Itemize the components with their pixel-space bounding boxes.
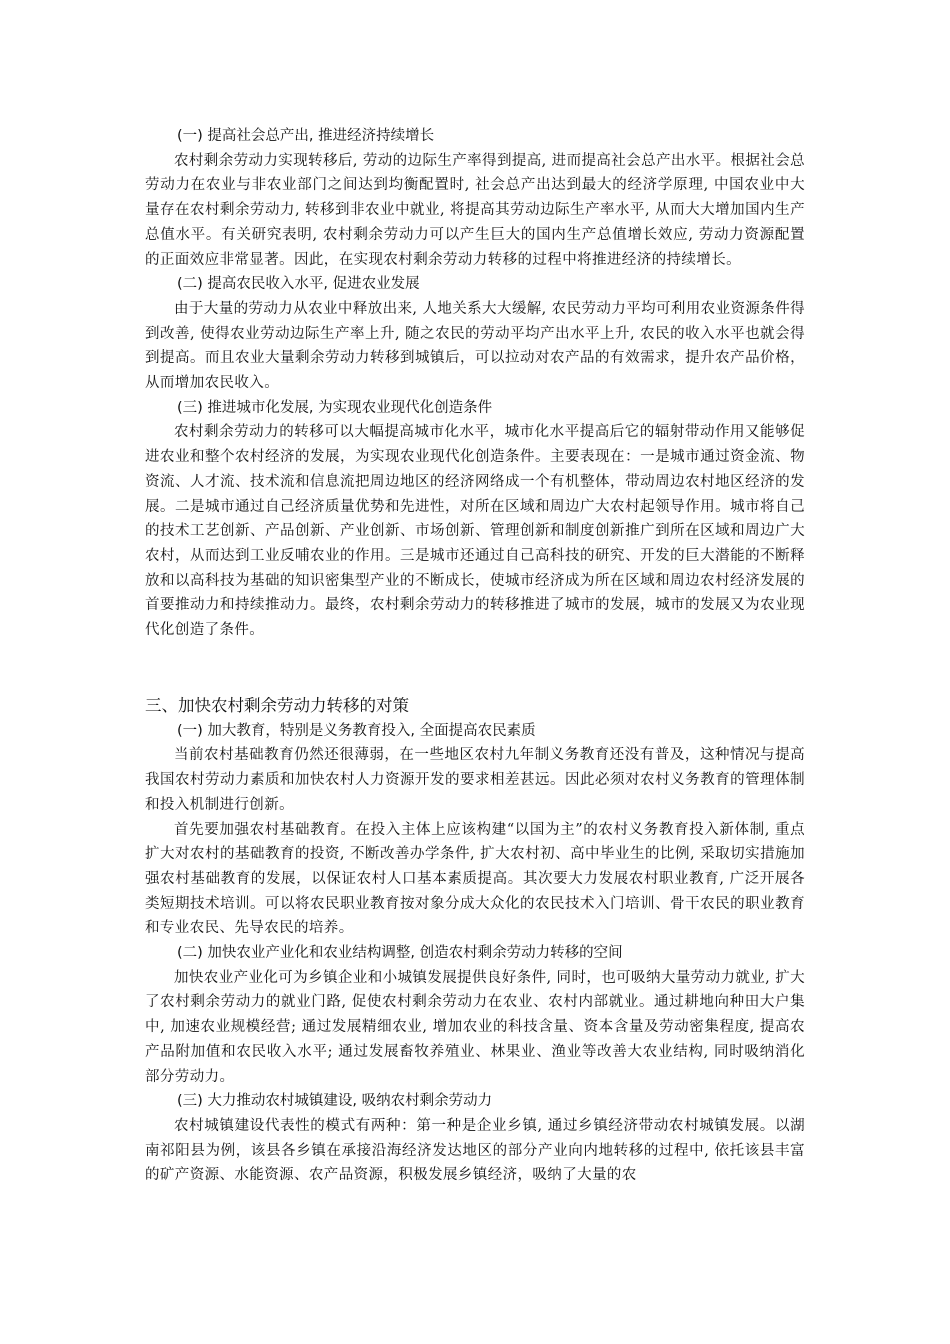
paragraph: 农村剩余劳动力实现转移后, 劳动的边际生产率得到提高, 进而提高社会总产出水平。根据社会总劳动力在农业与非农业部门之间达到均衡配置时, 社会总产出达到最大的经济学原理, 中国农业中大量存在农村剩余劳动力, 转移到非农业中就业, 将提高其劳动边际生产率水平, 从而大大增加国内生产总值水平。有关研究表明, 农村剩余劳动力可以产生巨大的国内生产总值增长效应, 劳动力资源配置的正面效应非常显著。因此，在实现农村剩余劳动力转移的过程中将推进经济的持续增长。 — [145, 152, 805, 268]
section-heading-countermeasures: 三、加快农村剩余劳动力转移的对策 — [145, 695, 409, 715]
subheading-town-construction: (三) 大力推动农村城镇建设, 吸纳农村剩余劳动力 — [177, 1093, 493, 1110]
paragraph: 当前农村基础教育仍然还很薄弱，在一些地区农村九年制义务教育还没有普及，这种情况与提高我国农村劳动力素质和加快农村人力资源开发的要求相差甚远。因此必须对农村义务教育的管理体制和投入机制进行创新。 — [145, 747, 805, 813]
document-page — [145, 124, 805, 1188]
subheading-urbanization: (三) 推进城市化发展, 为实现农业现代化创造条件 — [177, 399, 493, 416]
subheading-raise-output: (一) 提高社会总产出, 推进经济持续增长 — [177, 128, 435, 144]
paragraph: 农村剩余劳动力的转移可以大幅提高城市化水平，城市化水平提高后它的辐射带动作用又能够促进农业和整个农村经济的发展，为实现农业现代化创造条件。主要表现在：一是城市通过资金流、物资流、人才流、技术流和信息流把周边地区的经济网络成一个有机整体，带动周边农村地区经济的发展。二是城市通过自己经济质量优势和先进性，对所在区域和周边广大农村起领导作用。城市将自己的技术工艺创新、产品创新、产业创新、市场创新、管理创新和制度创新推广到所在区域和周边广大农村，从而达到工业反哺农业的作用。三是城市还通过自己高科技的研究、开发的巨大潜能的不断释放和以高科技为基础的知识密集型产业的不断成长，使城市经济成为所在区域和周边农村经济发展的首要推动力和持续推动力。最终，农村剩余劳动力的转移推进了城市的发展，城市的发展又为农业现代化创造了条件。 — [145, 424, 805, 639]
paragraph: 由于大量的劳动力从农业中释放出来, 人地关系大大缓解, 农民劳动力平均可利用农业资源条件得到改善, 使得农业劳动边际生产率上升, 随之农民的劳动平均产出水平上升, 农民的收入水平也就会得到提高。而且农业大量剩余劳动力转移到城镇后，可以拉动对农产品的有效需求，提升农产品价格，从而增加农民收入。 — [145, 300, 805, 391]
paragraph: 加快农业产业化可为乡镇企业和小城镇发展提供良好条件, 同时，也可吸纳大量劳动力就业, 扩大了农村剩余劳动力的就业门路, 促使农村剩余劳动力在农业、农村内部就业。通过耕地向种田大户集中, 加速农业规模经营; 通过发展精细农业, 增加农业的科技含量、资本含量及劳动密集程度, 提高农产品附加值和农民收入水平; 通过发展畜牧养殖业、林果业、渔业等改善大农业结构, 同时吸纳消化部分劳动力。 — [145, 969, 805, 1085]
subheading-raise-income: (二) 提高农民收入水平, 促进农业发展 — [177, 276, 420, 293]
subheading-education: (一) 加大教育，特别是义务教育投入, 全面提高农民素质 — [177, 722, 536, 739]
subheading-industrialization: (二) 加快农业产业化和农业结构调整, 创造农村剩余劳动力转移的空间 — [177, 945, 623, 962]
paragraph: 农村城镇建设代表性的模式有两种：第一种是企业乡镇, 通过乡镇经济带动农村城镇发展。以湖南祁阳县为例，该县各乡镇在承接沿海经济发达地区的部分产业向内地转移的过程中, 依托该县丰富的矿产资源、水能资源、农产品资源，积极发展乡镇经济，吸纳了大量的农 — [145, 1117, 805, 1184]
paragraph: 首先要加强农村基础教育。在投入主体上应该构建“以国为主”的农村义务教育投入新体制, 重点扩大对农村的基础教育的投资, 不断改善办学条件, 扩大农村初、高中毕业生的比例, 采取切实措施加强农村基础教育的发展，以保证农村人口基本素质提高。其次要大力发展农村职业教育, 广泛开展各类短期技术培训。可以将农民职业教育按对象分成大众化的农民技术入门培训、骨干农民的职业教育和专业农民、先导农民的培养。 — [145, 821, 805, 937]
